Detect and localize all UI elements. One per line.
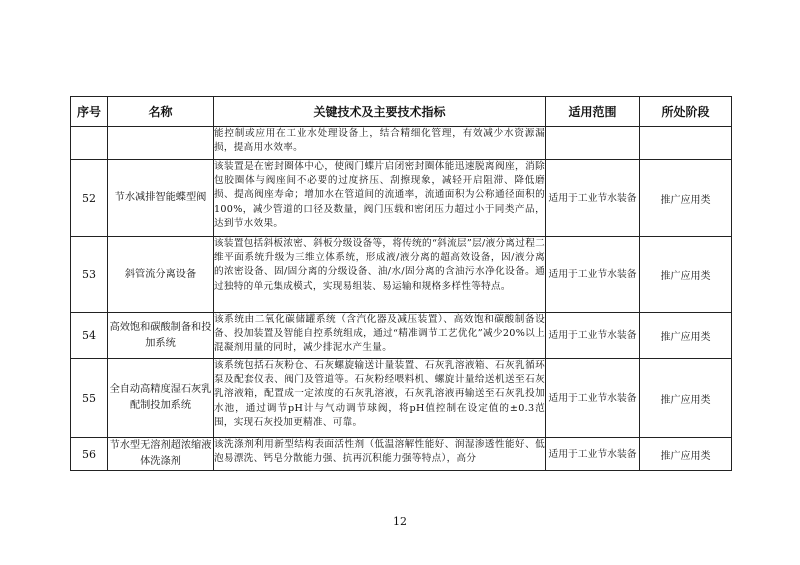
row-no: 54	[71, 313, 108, 359]
row-tech: 该系统由二氧化碳储罐系统（含汽化器及减压装置）、高效饱和碳酸制备设备、投加装置及智能自控系统组成，通过“精准调节工艺优化”减少20%以上混凝剂用量的同时，减少排泥水产生量。	[214, 313, 546, 359]
row-stage: 推广应用类	[640, 313, 732, 359]
row-scope	[546, 127, 640, 160]
row-no: 52	[71, 160, 108, 237]
header-stage: 所处阶段	[640, 97, 732, 127]
row-name: 节水减排智能蝶型阀	[108, 160, 214, 237]
row-name	[108, 127, 214, 160]
row-name: 节水型无溶剂超浓缩液体洗涤剂	[108, 438, 214, 471]
row-no: 55	[71, 359, 108, 438]
row-stage	[640, 127, 732, 160]
header-no: 序号	[71, 97, 108, 127]
row-scope: 适用于工业节水装备	[546, 359, 640, 438]
row-tech: 该装置是在密封圈体中心，使阀门蝶片启闭密封圈体能迅速脱离阀座，消除包胶圈体与阀座间不必要的过度挤压、刮擦现象，减轻开启阻滞、降低磨损、提高阀座寿命；增加水在管道间的流通率，流通面积为公称通径面积的100%，减少管道的口径及数量，阀门压载和密闭压力超过小于同类产品，达到节水效果。	[214, 160, 546, 237]
row-tech: 该洗涤剂利用新型结构表面活性剂（低温溶解性能好、润湿渗透性能好、低泡易漂洗、钙皂分散能力强、抗再沉积能力强等特点），高分	[214, 438, 546, 471]
row-stage: 推广应用类	[640, 359, 732, 438]
row-scope: 适用于工业节水装备	[546, 237, 640, 313]
row-scope: 适用于工业节水装备	[546, 160, 640, 237]
row-scope: 适用于工业节水装备	[546, 313, 640, 359]
row-scope: 适用于工业节水装备	[546, 438, 640, 471]
row-tech: 该系统包括石灰粉仓、石灰螺旋输送计量装置、石灰乳溶液箱、石灰乳循环泵及配套仪表、阀门及管道等。石灰粉经喂料机、螺旋计量给送机送至石灰乳溶液箱，配置成一定浓度的石灰乳溶液，石灰乳溶液再输送至石灰乳投加水池，通过调节pH计与气动调节球阀，将pH值控制在设定值的±0.3范围，实现石灰投加更精准、可靠。	[214, 359, 546, 438]
row-name: 高效饱和碳酸制备和投加系统	[108, 313, 214, 359]
table-row	[71, 359, 732, 438]
table-row	[71, 127, 732, 160]
row-no: 53	[71, 237, 108, 313]
table-header-row	[71, 97, 732, 127]
table-row	[71, 313, 732, 359]
row-name: 全自动高精度湿石灰乳配制投加系统	[108, 359, 214, 438]
row-no	[71, 127, 108, 160]
row-no: 56	[71, 438, 108, 471]
table-row	[71, 237, 732, 313]
row-stage: 推广应用类	[640, 438, 732, 471]
row-tech: 能控制或应用在工业水处理设备上，结合精细化管理，有效减少水资源漏损，提高用水效率。	[214, 127, 546, 160]
table-row	[71, 160, 732, 237]
header-name: 名称	[108, 97, 214, 127]
header-tech: 关键技术及主要技术指标	[214, 97, 546, 127]
row-tech: 该装置包括斜板浓密、斜板分级设备等，将传统的“斜流层”层/液分离过程二维平面系统升级为三维立体系统，形成液/液分离的超高效设备，因/液分离的浓密设备、固/固分离的分级设备、油/水/固分离的含油污水净化设备。通过独特的单元集成模式，实现易组装、易运输和规格多样性等特点。	[214, 237, 546, 313]
header-scope: 适用范围	[546, 97, 640, 127]
row-stage: 推广应用类	[640, 237, 732, 313]
table-row	[71, 438, 732, 471]
technology-table	[70, 96, 732, 471]
page-number: 12	[393, 515, 407, 528]
row-name: 斜管流分离设备	[108, 237, 214, 313]
row-stage: 推广应用类	[640, 160, 732, 237]
